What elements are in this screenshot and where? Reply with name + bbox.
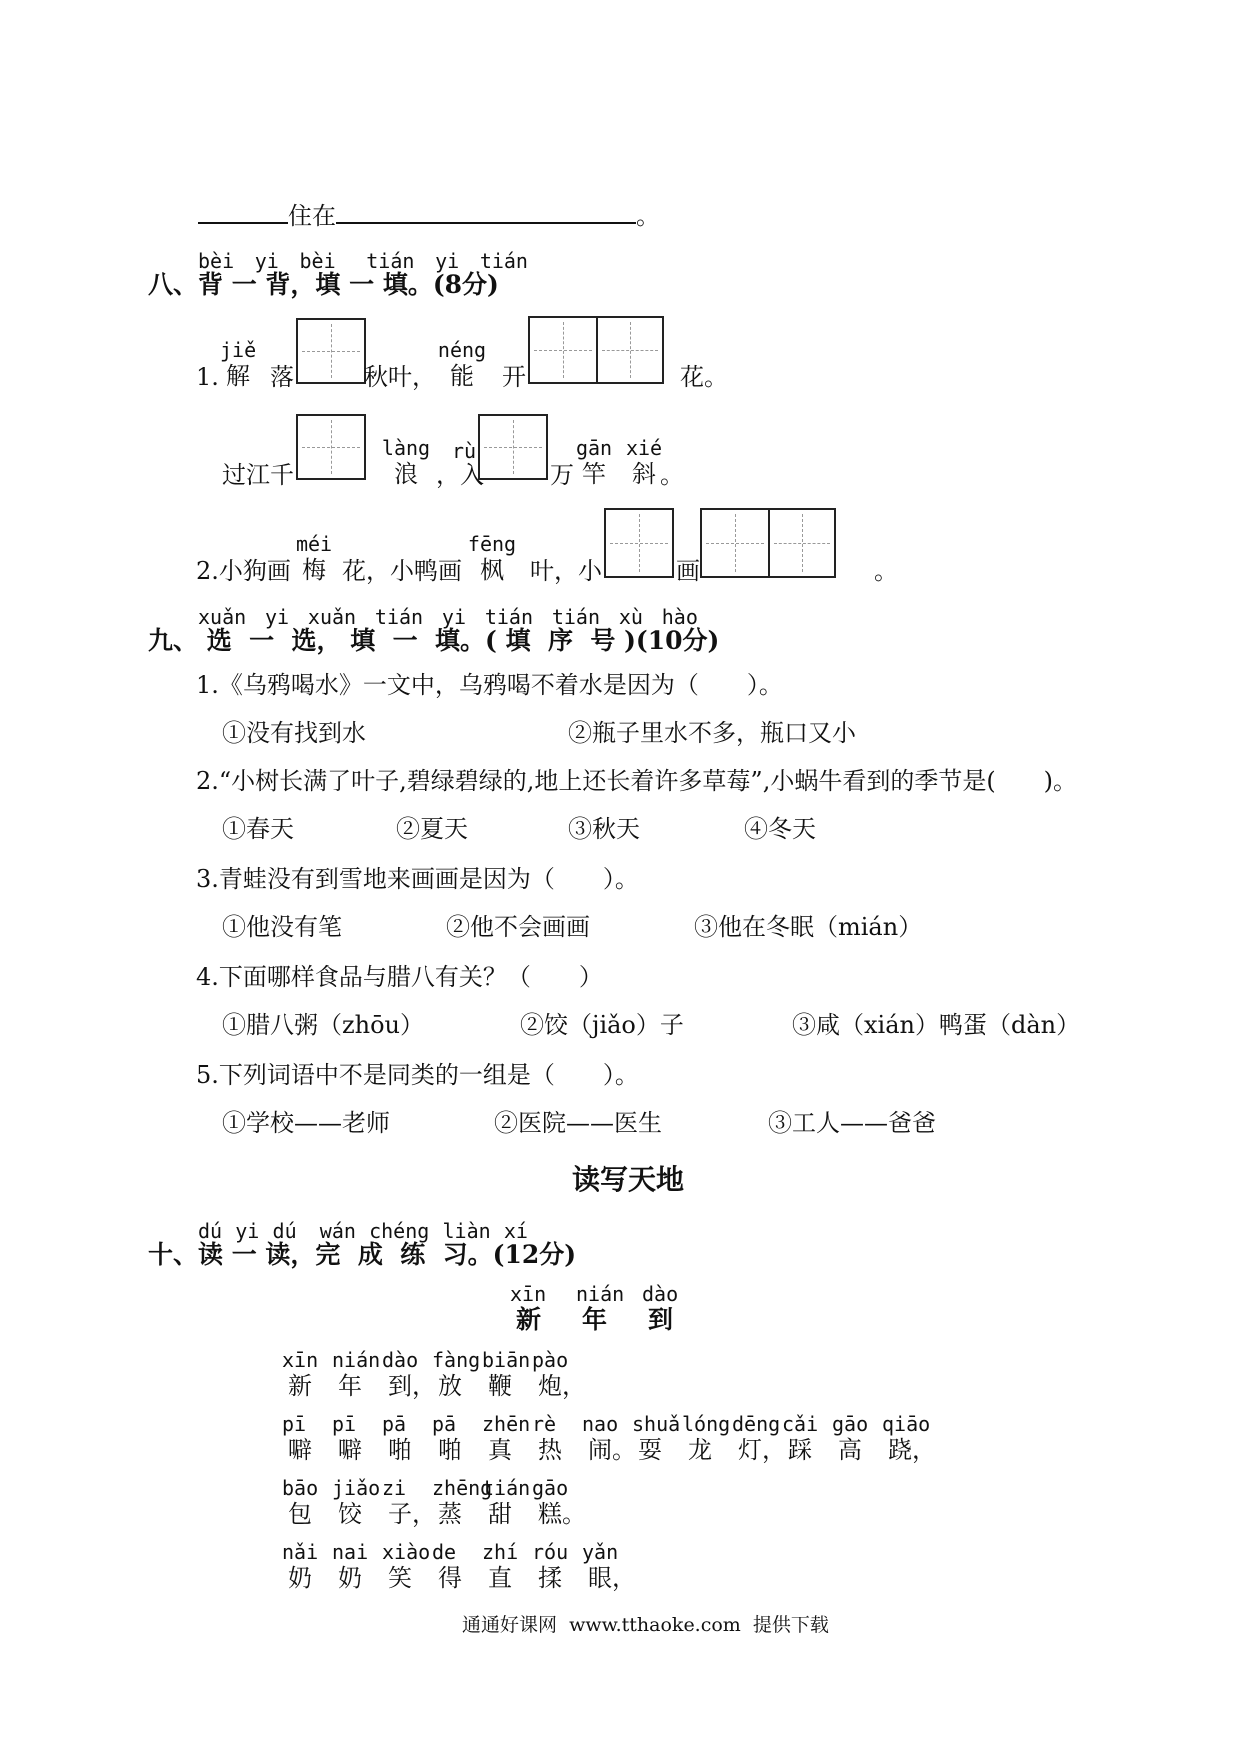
hanzi: 耍 — [638, 1436, 662, 1464]
hanzi: 包 — [288, 1500, 312, 1528]
question-1: 1.《乌鸦喝水》一文中，乌鸦喝不着水是因为（ ）。 — [196, 671, 783, 699]
poem-title — [510, 1282, 708, 1334]
section8-heading: 八、背 一 背，填 一 填。(8分) — [148, 270, 499, 299]
pinyin: pā — [382, 1412, 407, 1436]
poem-char — [432, 1348, 482, 1400]
writing-grid[interactable] — [604, 508, 674, 578]
question-2: 2.“小树长满了叶子,碧绿碧绿的,地上还长着许多草莓”,小蜗牛看到的季节是( )。 — [196, 767, 1078, 795]
answer-blank[interactable] — [198, 200, 288, 224]
pinyin: nao — [582, 1412, 619, 1436]
section10-heading: 十、读 一 读，完 成 练 习。(12分) — [148, 1240, 577, 1269]
option[interactable]: ②饺（jiǎo）子 — [520, 1011, 684, 1039]
option[interactable]: ③秋天 — [568, 815, 640, 843]
poem-body — [282, 1348, 936, 1604]
poem-char — [382, 1348, 436, 1400]
hanzi: 闹。 — [588, 1436, 636, 1464]
poem-char — [582, 1412, 636, 1464]
hanzi: 啪 — [438, 1436, 462, 1464]
pinyin: yǎn — [582, 1540, 619, 1564]
hanzi: 奶 — [288, 1564, 312, 1592]
hanzi: 糕。 — [538, 1500, 586, 1528]
pinyin: pào — [532, 1348, 569, 1372]
poem-char — [632, 1412, 682, 1464]
pinyin: qiāo — [882, 1412, 931, 1436]
hanzi: 到， — [388, 1372, 436, 1400]
hanzi-with-pinyin: fēng 枫 — [467, 532, 517, 584]
poem-char — [682, 1412, 732, 1464]
poem-char — [332, 1348, 382, 1400]
writing-grid[interactable] — [478, 414, 548, 480]
poem-char — [282, 1540, 332, 1592]
pinyin: nián — [332, 1348, 381, 1372]
option[interactable]: ②医院——医生 — [494, 1109, 662, 1137]
question-4: 4.下面哪样食品与腊八有关？（ ） — [196, 963, 603, 991]
pinyin: rè — [532, 1412, 557, 1436]
hanzi: 子， — [388, 1500, 436, 1528]
pinyin: zhēng — [432, 1476, 493, 1500]
poem-char — [332, 1476, 382, 1528]
question-5: 5.下列词语中不是同类的一组是（ ）。 — [196, 1061, 639, 1089]
hanzi: 新 — [516, 1305, 542, 1334]
pinyin: zi — [382, 1476, 407, 1500]
writing-grid[interactable] — [700, 508, 836, 578]
option[interactable]: ①春天 — [222, 815, 294, 843]
footer: 通通好课网 www.tthaoke.com 提供下载 — [462, 1614, 829, 1636]
hanzi: 直 — [488, 1564, 512, 1592]
hanzi: 到 — [648, 1305, 674, 1334]
option[interactable]: ②夏天 — [396, 815, 468, 843]
pinyin: xīn — [282, 1348, 319, 1372]
pinyin: lóng — [682, 1412, 731, 1436]
poem-char — [282, 1476, 332, 1528]
hanzi-with-pinyin: làng 浪 — [381, 436, 431, 488]
poem-char — [582, 1540, 636, 1592]
hanzi: 龙 — [688, 1436, 712, 1464]
hanzi: 跷， — [888, 1436, 936, 1464]
pinyin: pā — [432, 1412, 457, 1436]
poem-char — [432, 1540, 482, 1592]
hanzi: 啪 — [388, 1436, 412, 1464]
pinyin: pī — [282, 1412, 307, 1436]
hanzi: 噼 — [338, 1436, 362, 1464]
pinyin: zhēn — [482, 1412, 531, 1436]
pinyin: gāo — [832, 1412, 869, 1436]
pinyin: róu — [532, 1540, 569, 1564]
pinyin: nián — [576, 1282, 625, 1306]
option[interactable]: ②他不会画画 — [446, 913, 590, 941]
pinyin: gāo — [532, 1476, 569, 1500]
hanzi-with-pinyin: xié 斜 — [625, 436, 663, 488]
pinyin: xiào — [382, 1540, 431, 1564]
hanzi: 灯， — [738, 1436, 786, 1464]
hanzi: 年 — [582, 1305, 608, 1334]
section9-heading: 九、 选 一 选， 填 一 填。( 填 序 号 )(10分) — [148, 626, 720, 655]
poem-char — [532, 1348, 586, 1400]
poem-char — [332, 1412, 382, 1464]
poem-char — [642, 1282, 708, 1334]
option[interactable]: ④冬天 — [744, 815, 816, 843]
writing-grid[interactable] — [296, 318, 366, 384]
section10-pinyin: dú yi dú wán chéng liàn xí — [198, 1219, 528, 1243]
option[interactable]: ①他没有笔 — [222, 913, 342, 941]
hanzi: 笑 — [388, 1564, 412, 1592]
poem-char — [482, 1476, 532, 1528]
hanzi-with-pinyin: néng 能 — [437, 338, 487, 390]
poem-char — [532, 1412, 582, 1464]
hanzi: 噼 — [288, 1436, 312, 1464]
poem-char — [382, 1476, 436, 1528]
option[interactable]: ①学校——老师 — [222, 1109, 390, 1137]
pinyin: tián — [482, 1476, 531, 1500]
fill-in-line: 住在 。 — [198, 200, 660, 231]
poem-char — [282, 1412, 332, 1464]
hanzi-with-pinyin: gān 竿 — [575, 436, 613, 488]
pinyin: bāo — [282, 1476, 319, 1500]
answer-blank[interactable] — [336, 200, 636, 224]
hanzi: 热 — [538, 1436, 562, 1464]
pinyin: nǎi — [282, 1540, 319, 1564]
hanzi-with-pinyin: méi 梅 — [295, 532, 333, 584]
poem-char — [532, 1476, 586, 1528]
hanzi: 新 — [288, 1372, 312, 1400]
hanzi: 炮， — [538, 1372, 586, 1400]
pinyin: dào — [642, 1282, 679, 1306]
pinyin: dēng — [732, 1412, 781, 1436]
poem-char — [832, 1412, 882, 1464]
hanzi: 得 — [438, 1564, 462, 1592]
question-3: 3.青蛙没有到雪地来画画是因为（ ）。 — [196, 865, 639, 893]
poem-char — [332, 1540, 382, 1592]
pinyin: cǎi — [782, 1412, 819, 1436]
hanzi: 蒸 — [438, 1500, 462, 1528]
poem-char — [432, 1412, 482, 1464]
pinyin: shuǎ — [632, 1412, 681, 1436]
poem-char — [482, 1540, 532, 1592]
poem-char — [382, 1540, 432, 1592]
pinyin: xīn — [510, 1282, 547, 1306]
option[interactable]: ①腊八粥（zhōu） — [222, 1011, 425, 1039]
line-lead: 住在 — [288, 202, 336, 230]
hanzi: 揉 — [538, 1564, 562, 1592]
option[interactable]: ③他在冬眠（mián） — [694, 913, 923, 941]
pinyin: fàng — [432, 1348, 481, 1372]
poem-char — [282, 1348, 332, 1400]
pinyin: dào — [382, 1348, 419, 1372]
pinyin: de — [432, 1540, 457, 1564]
hanzi: 放 — [438, 1372, 462, 1400]
section9-pinyin: xuǎn yi xuǎn tián yi tián tián xù hào — [198, 605, 698, 629]
poem-char — [382, 1412, 432, 1464]
poem-char — [782, 1412, 832, 1464]
hanzi-with-pinyin: jiě 解 — [220, 338, 257, 390]
hanzi: 年 — [338, 1372, 362, 1400]
pinyin: pī — [332, 1412, 357, 1436]
poem-char — [482, 1412, 532, 1464]
hanzi: 鞭 — [488, 1372, 512, 1400]
hanzi: 甜 — [488, 1500, 512, 1528]
poem-char — [432, 1476, 493, 1528]
option[interactable]: ②瓶子里水不多，瓶口又小 — [568, 719, 856, 747]
poem-char — [576, 1282, 642, 1334]
writing-grid[interactable] — [528, 316, 664, 384]
writing-grid[interactable] — [296, 414, 366, 480]
pinyin: nai — [332, 1540, 369, 1564]
hanzi: 奶 — [338, 1564, 362, 1592]
hanzi: 眼， — [588, 1564, 636, 1592]
hanzi: 饺 — [338, 1500, 362, 1528]
poem-char — [482, 1348, 532, 1400]
hanzi: 踩 — [788, 1436, 812, 1464]
section-title: 读写天地 — [572, 1163, 685, 1196]
pinyin: zhí — [482, 1540, 519, 1564]
pinyin: jiǎo — [332, 1476, 381, 1500]
poem-char — [732, 1412, 786, 1464]
option[interactable]: ③工人——爸爸 — [768, 1109, 936, 1137]
pinyin: biān — [482, 1348, 531, 1372]
option[interactable]: ③咸（xián）鸭蛋（dàn） — [792, 1011, 1081, 1039]
option[interactable]: ①没有找到水 — [222, 719, 366, 747]
poem-char — [532, 1540, 582, 1592]
poem-char — [882, 1412, 936, 1464]
hanzi: 高 — [838, 1436, 862, 1464]
section8-pinyin: bèi yi bèi tián yi tián — [198, 249, 528, 273]
hanzi: 真 — [488, 1436, 512, 1464]
poem-char — [510, 1282, 576, 1334]
